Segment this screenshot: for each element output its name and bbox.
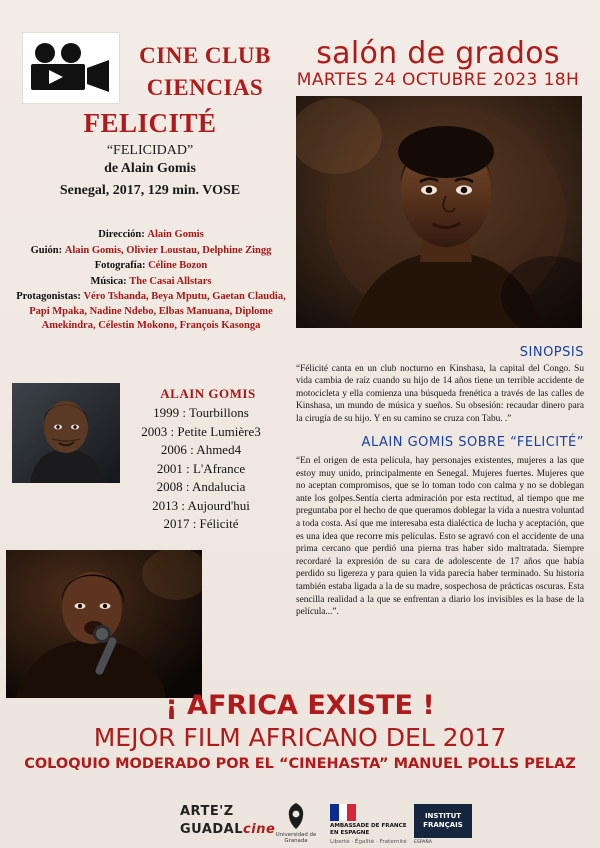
director-photo [12, 383, 120, 483]
sinopsis-heading: SINOPSIS [519, 345, 584, 360]
slogan-africa: ¡ AFRICA EXISTE ! [165, 690, 435, 721]
list-item: 2013 : Aujourd'hui [152, 497, 250, 513]
institut-francais-country: ESPAÑA [414, 840, 433, 845]
list-item: 1999 : Tourbillons [153, 405, 249, 420]
guadalcine-logo-suffix: cine [243, 822, 276, 837]
credit-fotografia [6, 259, 296, 274]
film-director-line: de Alain Gomis [104, 161, 196, 176]
credit-fotografia-value: Céline Bozon [148, 260, 208, 271]
guadalcine-logo [180, 822, 275, 837]
list-item: 2006 : Ahmed4 [160, 442, 242, 457]
credit-guion-label: Guión: [30, 244, 63, 256]
film-alt-title: “FELICIDAD” [106, 143, 194, 158]
list-item: 2003 : Petite Lumière3 [141, 423, 261, 439]
main-still-photo [296, 96, 582, 328]
credit-musica-value: The Casai Allstars [129, 275, 212, 287]
slogan-award: MEJOR FILM AFRICANO DEL 2017 [93, 723, 507, 752]
credit-direccion [6, 228, 296, 243]
list-item: 2001 : L'Afrance [156, 460, 246, 476]
screening-date: MARTES 24 OCTUBRE 2023 18H [296, 70, 580, 90]
cineclub-line2: CIENCIAS [146, 75, 264, 100]
ambassade-label: AMBASSADE DE FRANCE EN ESPAGNE [330, 823, 407, 836]
institut-francais-logo: INSTITUT FRANÇAIS [414, 804, 472, 838]
director-name: ALAIN GOMIS [160, 386, 256, 401]
french-flag-icon [330, 804, 356, 821]
cineclub-line1: CINE CLUB [139, 43, 271, 68]
film-meta: Senegal, 2017, 129 min. VOSE [59, 183, 241, 198]
ambassade-logo [330, 804, 408, 846]
ambassade-motto: Liberté · Égalité · Fraternité [330, 839, 407, 845]
slogan-coloquio: COLOQUIO MODERADO POR EL “CINEHASTA” MANUEL POLLS PELAZ [24, 756, 576, 772]
artez-logo: ARTE'Z [180, 804, 234, 819]
guadalcine-logo-text: GUADAL [180, 822, 244, 837]
list-item: 2017 : Félicité [163, 516, 239, 531]
ugr-seal-icon [285, 802, 307, 830]
credit-protagonistas-value: Véro Tshanda, Beya Mputu, Gaetan Claudia, Papi Mpaka, Nadine Ndebo, Elbas Manuana, Diplome Amekindra, Célestin Mokono, François Kasonga [29, 291, 286, 331]
credit-direccion-label: Dirección: [98, 229, 145, 240]
credit-guion-value: Alain Gomis, Olivier Loustau, Delphine Zingg [64, 244, 272, 256]
film-camera-icon [22, 32, 120, 104]
list-item: 2008 : Andalucia [156, 479, 246, 494]
singer-photo [6, 550, 202, 698]
credit-guion [6, 244, 296, 259]
credit-fotografia-label: Fotografía: [94, 260, 146, 271]
credit-musica-label: Música: [90, 275, 127, 287]
film-title-block [10, 108, 290, 199]
credit-direccion-value: Alain Gomis [147, 229, 204, 240]
ugr-caption: Universidad de Granada [275, 832, 317, 844]
footer-logos [0, 800, 600, 848]
credit-protagonistas-label: Protagonistas: [16, 291, 81, 302]
venue-title: salón de grados [316, 36, 560, 71]
cineclub-title [120, 40, 290, 104]
ugr-logo [266, 802, 326, 844]
page-title: FELICITÉ [83, 108, 217, 138]
sinopsis-body: “Félicité canta en un club nocturno en Kinshasa, la capital del Congo. Su vida cambia de raíz cuando su hijo de 14 años tiene un terrible accidente de motocicleta y ella comienza una búsqueda frenética a través de las calles de Kinshasa, un mundo de música y sueños. Su obsesión: recaudar dinero para la cirugía de su hijo. Y en su camino se cruza con Tabu. .” [296, 364, 584, 424]
director-filmography [110, 404, 292, 534]
credit-protagonistas [6, 290, 296, 334]
gomis-quote-heading: ALAIN GOMIS SOBRE “FELICITÉ” [361, 435, 584, 450]
gomis-quote-body: “En el origen de esta película, hay personajes existentes, mujeres a las que estoy muy unido, principalmente en Senegal. Mujeres fuertes. Mujeres que no aceptan compromisos, que se lo toman todo con calma y no se doblegan ante los golpes.Sentía cierta admiración por esta rectitud, al tiempo que me preguntaba por el hecho de que queramos doblegar la vida a nuestra voluntad a toda costa. Así que me interesaba esta dialéctica de lucha y aceptación, que es una idea que recorre mis películas. Esto se agravó con el accidente de una prima cercano que perdió una pierna tras haber sido maltratada. Siempre recordaré la expresión de su cara de adolescente de 17 años que había perdido su ligereza y para quien la vida parecía haber terminado. Su historia también estaba ligada a la de su madre, sospechosa de prácticas oscuras. Esta sencilla realidad a la que se enfrentan a diario los invisibles es la base de la película...”. [296, 456, 584, 618]
credit-musica [6, 275, 296, 290]
credits-block [6, 228, 296, 335]
